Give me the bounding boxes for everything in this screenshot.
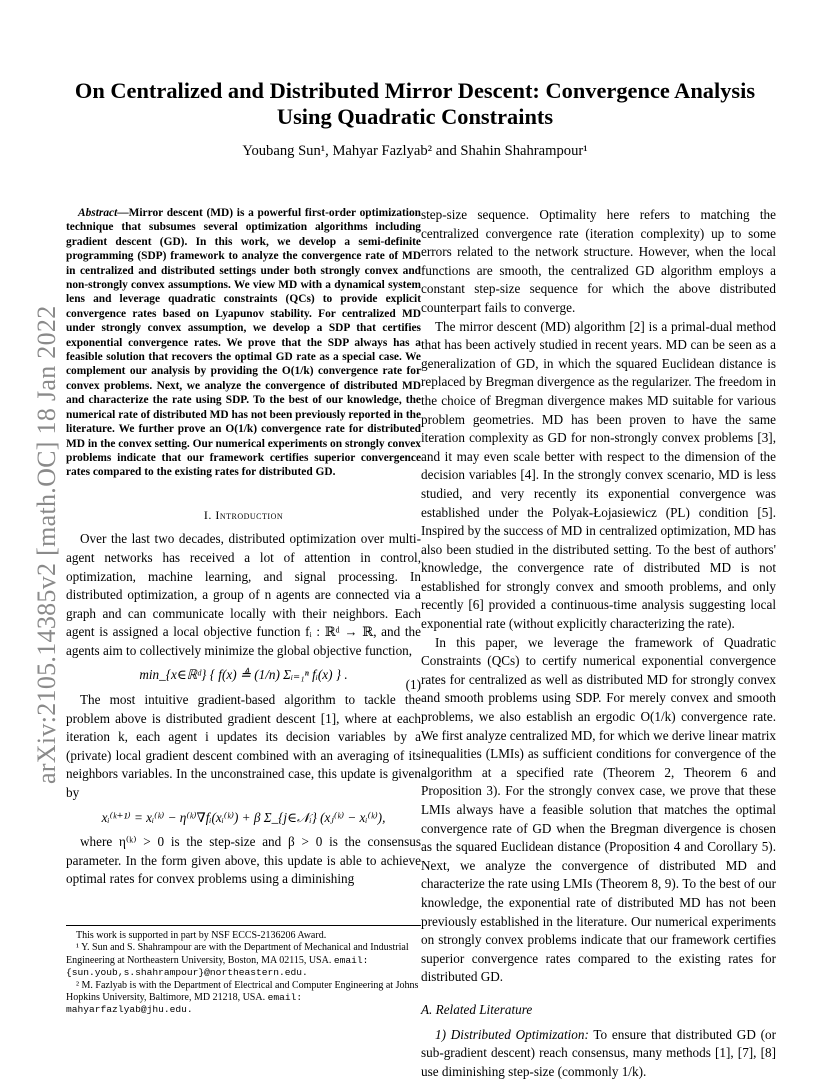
equation-1	[66, 666, 421, 693]
footnotes	[66, 925, 421, 1017]
right-paragraph-3: In this paper, we leverage the framework of Quadratic Constraints (QCs) to certify numerical exponential convergence rates for centralized as well as distributed MD for strongly convex and smooth problems using SDP. For merely convex and smooth problems, we also establish an ergodic O(1/k) convergence rate. We first analyze centralized MD, for which we derive linear matrix inequalities (LMIs) as sufficient conditions for convergence of the algorithm at a specified rate (Theorem 2, Theorem 6 and Proposition 3). For the strongly convex case, we prove that these LMIs always have a feasible solution that matches the optimal convergence rate of GD when the Bregman divergence is chosen as the squared Euclidean distance (Proposition 4 and Corollary 5). Next, we analyze the convergence of distributed MD and characterize the rate using LMIs (Theorem 8, 9). To the best of our knowledge, the exponential rate of distributed MD has not been previously established in the literature. Our numerical experiments on strongly convex problems indicate that our framework certifies superior convergence rates compared to the existing rates for distributed GD.	[421, 634, 776, 985]
footnote-2: ² M. Fazlyab is with the Department of Electrical and Computer Engineering at Johns Hopkins University, Baltimore, MD 21218, USA. email: mahyarfazlyab@jhu.edu.	[66, 979, 419, 1016]
footnote-support: This work is supported in part by NSF ECCS-2136206 Award.	[76, 930, 327, 941]
equation-1-number: (1)	[405, 677, 421, 693]
intro-paragraph-3: where η⁽ᵏ⁾ > 0 is the step-size and β > 0 is the consensus parameter. In the form given above, this update is able to achieve optimal rates for convex problems using a diminishing	[66, 834, 421, 887]
footnote-1-email: email:{sun.youb,s.shahrampour}@northeastern.edu.	[66, 954, 369, 979]
paper-title: On Centralized and Distributed Mirror Descent: Convergence Analysis Using Quadratic Constraints	[74, 78, 756, 129]
equation-2: xᵢ⁽ᵏ⁺¹⁾ = xᵢ⁽ᵏ⁾ − η⁽ᵏ⁾∇fᵢ(xᵢ⁽ᵏ⁾) + β Σ_{j∈𝒩ᵢ} (xⱼ⁽ᵏ⁾ − xᵢ⁽ᵏ⁾),	[101, 809, 386, 825]
equation-1-body: min_{x∈ℝᵈ} { f(x) ≜ (1/n) Σᵢ₌₁ⁿ fᵢ(x) } .	[139, 667, 348, 683]
subsection-heading: A. Related Literature	[421, 1001, 533, 1017]
footnote-2-email: email: mahyarfazlyab@jhu.edu.	[66, 992, 303, 1016]
footnote-1: ¹ Y. Sun and S. Shahrampour are with the Department of Mechanical and Industrial Engineering at Northeastern University, Boston, MA 02115, USA. email:{sun.youb,s.shahrampour}@northeastern.edu.	[66, 942, 409, 979]
abstract-label: Abstract	[78, 207, 118, 219]
arxiv-stamp: arXiv:2105.14385v2 [math.OC] 18 Jan 2022	[32, 305, 61, 784]
right-column	[421, 206, 776, 1081]
authors: Youbang Sun¹, Mahyar Fazlyab² and Shahin Shahrampour¹	[242, 143, 588, 159]
abstract-text: —Mirror descent (MD) is a powerful first-order optimization technique that subsumes several optimization algorithms including gradient descent (GD). In this work, we develop a semi-definite programming (SDP) framework to analyze the convergence rate of MD in centralized and distributed settings under both strongly convex and non-strongly convex assumptions. We view MD with a dynamical system lens and leverage quadratic constraints (QCs) to provide explicit convergence rates based on Lyapunov stability. For centralized MD under strongly convex assumption, we develop a SDP that certifies exponential convergence rates. We prove that the SDP always has a feasible solution that recovers the optimal GD rate as a special case. We complement our analysis by providing the O(1/k) convergence rate for convex problems. Next, we analyze the convergence of distributed MD and characterize the rate using SDP. To the best of our knowledge, the numerical rate of distributed MD has not been previously reported in the literature. We further prove an O(1/k) convergence rate for distributed MD in the convex setting. Our numerical experiments on strongly convex problems indicate that our framework certifies superior convergence rates compared to the existing rates for distributed GD.	[66, 207, 421, 479]
right-paragraph-1: step-size sequence. Optimality here refers to matching the centralized convergence rate (iteration complexity) up to some errors related to the network structure. However, when the local functions are smooth, the centralized GD algorithm employs a constant step-size sequence for which the above distributed counterpart fails to converge.	[421, 207, 776, 315]
paragraph-4-label: 1) Distributed Optimization:	[435, 1026, 589, 1042]
right-paragraph-2: The mirror descent (MD) algorithm [2] is a primal-dual method that has been actively studied in recent years. MD can be seen as a generalization of GD, in which the squared Euclidean distance is replaced by Bregman divergence as the regularizer. The freedom in the choice of Bregman divergence makes MD suitable for various problem geometries. MD has been proven to have the same iteration complexity as GD for non-strongly convex problems [3], and it may even scale better with respect to the dimension of the decision variables [4]. In the strongly convex scenario, MD is less studied, and very recently its exponential convergence was established under the Polyak-Łojasiewicz (PL) condition [5]. Inspired by the success of MD in centralized optimization, MD has also been studied in the distributed setting. To the best of authors' knowledge, the convergence rate of distributed MD is not established for strongly convex and smooth problems, and only recently [6] provided a continuous-time analysis suggesting local exponential rate (without explicitly characterizing the rate).	[421, 318, 776, 632]
intro-paragraph-1: Over the last two decades, distributed optimization over multi-agent networks has received a lot of attention in control, optimization, machine learning, and signal processing. In distributed optimization, a group of n agents are connected via a graph and can communicate locally with their neighbors. Each agent is assigned a local objective function fᵢ : ℝᵈ → ℝ, and the agents aim to collectively minimize the global objective function,	[66, 531, 421, 658]
section-heading: I. Introduction	[203, 507, 284, 522]
left-column	[66, 206, 421, 889]
right-paragraph-4: 1) Distributed Optimization: To ensure that distributed GD (or sub-gradient descent) reach consensus, many methods [1], [7], [8] use diminishing step-size (commonly 1/k).	[421, 1026, 776, 1079]
abstract	[66, 206, 421, 480]
intro-paragraph-2: The most intuitive gradient-based algorithm to tackle the problem above is distributed gradient descent [1], where at each iteration k, each agent i updates its decision variables by a (private) local gradient descent combined with an averaging of its neighbors variables. In the unconstrained case, this update is given by	[66, 692, 421, 801]
